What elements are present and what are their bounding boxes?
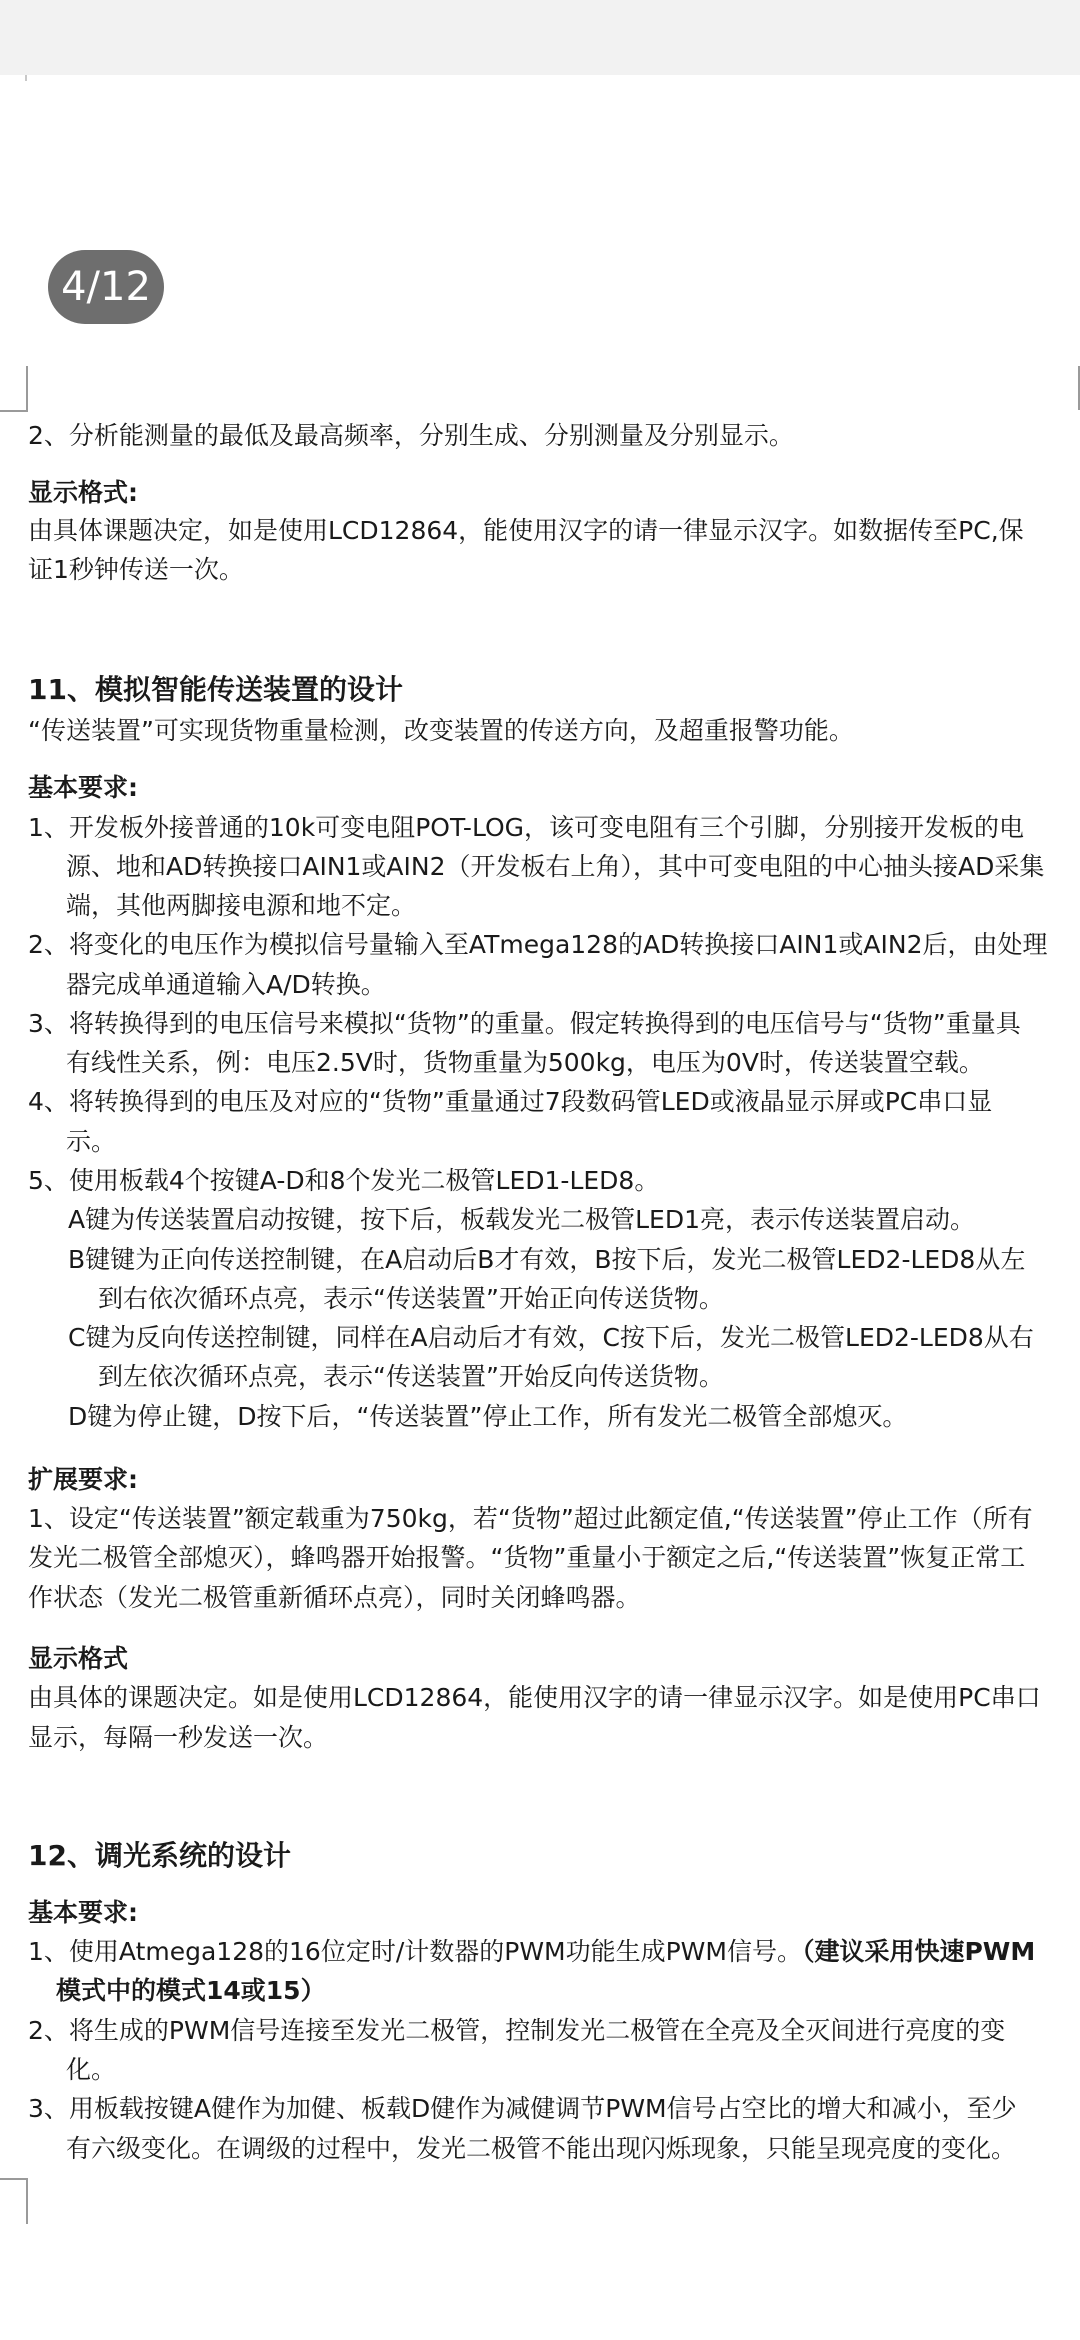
text-line: 源、地和AD转换接口AIN1或AIN2（开发板右上角），其中可变电阻的中心抽头接AD采集: [66, 852, 1045, 881]
text-line: 到右依次循环点亮，表示“传送装置”开始正向传送货物。: [98, 1284, 724, 1313]
text-line: 发光二极管全部熄灭），蜂鸣器开始报警。“货物”重量小于额定之后,“传送装置”恢复正常工: [28, 1543, 1026, 1572]
section-heading: 12、调光系统的设计: [28, 1839, 291, 1872]
text-line: 模式中的模式14或15）: [56, 1976, 326, 2005]
text-line: 1、设定“传送装置”额定载重为750kg，若“货物”超过此额定值,“传送装置”停止工作（所有: [28, 1504, 1033, 1533]
text-line: A键为传送装置启动按键，按下后，板载发光二极管LED1亮，表示传送装置启动。: [68, 1205, 975, 1234]
text-line: 2、将生成的PWM信号连接至发光二极管，控制发光二极管在全亮及全灭间进行亮度的变: [28, 2016, 1006, 2045]
section-label: 基本要求:: [28, 773, 138, 802]
text-line: 由具体课题决定，如是使用LCD12864，能使用汉字的请一律显示汉字。如数据传至PC,保: [28, 516, 1024, 545]
text-line: C键为反向传送控制键，同样在A启动后才有效，C按下后，发光二极管LED2-LED8从右: [68, 1323, 1034, 1352]
text-line: [28, 1935, 1035, 1969]
section-label: 显示格式: [28, 1644, 129, 1673]
section-label: 显示格式:: [28, 478, 138, 507]
page-corner-bottom-left: [0, 2178, 28, 2224]
text-line: 4、将转换得到的电压及对应的“货物”重量通过7段数码管LED或液晶显示屏或PC串口显: [28, 1087, 993, 1116]
section-label: 扩展要求:: [28, 1465, 138, 1494]
text-line: D键为停止键，D按下后，“传送装置”停止工作，所有发光二极管全部熄灭。: [68, 1402, 908, 1431]
text-line: 3、将转换得到的电压信号来模拟“货物”的重量。假定转换得到的电压信号与“货物”重量具: [28, 1009, 1021, 1038]
text-line: 由具体的课题决定。如是使用LCD12864，能使用汉字的请一律显示汉字。如是使用PC串口: [28, 1683, 1041, 1712]
text-run: 1、使用Atmega128的16位定时/计数器的PWM功能生成PWM信号。: [28, 1937, 802, 1966]
text-line: 1、开发板外接普通的10k可变电阻POT-LOG，该可变电阻有三个引脚，分别接开发板的电: [28, 813, 1025, 842]
text-line: B键键为正向传送控制键，在A启动后B才有效，B按下后，发光二极管LED2-LED8从左: [68, 1245, 1026, 1274]
section-heading: 11、模拟智能传送装置的设计: [28, 673, 403, 706]
text-line: 作状态（发光二极管重新循环点亮），同时关闭蜂鸣器。: [28, 1583, 641, 1612]
page-corner-top-left: [0, 366, 28, 412]
top-bar: [0, 0, 1080, 75]
text-line: “传送装置”可实现货物重量检测，改变装置的传送方向，及超重报警功能。: [28, 716, 854, 745]
section-label: 基本要求:: [28, 1898, 138, 1927]
text-line: 到左依次循环点亮，表示“传送装置”开始反向传送货物。: [98, 1362, 724, 1391]
page-edge-mark: [25, 75, 27, 81]
text-run-bold: （建议采用快速PWM: [801, 1937, 1036, 1966]
page-indicator[interactable]: 4/12: [48, 250, 164, 324]
text-line: 有线性关系，例：电压2.5V时，货物重量为500kg，电压为0V时，传送装置空载。: [66, 1048, 984, 1077]
text-line: 端，其他两脚接电源和地不定。: [66, 891, 417, 920]
text-line: 显示，每隔一秒发送一次。: [28, 1723, 329, 1752]
text-line: 5、使用板载4个按键A-D和8个发光二极管LED1-LED8。: [28, 1166, 660, 1195]
text-line: 器完成单通道输入A/D转换。: [66, 970, 386, 999]
text-line: 2、将变化的电压作为模拟信号量输入至ATmega128的AD转换接口AIN1或AIN2后，由处理: [28, 930, 1048, 959]
text-line: 3、用板载按键A健作为加健、板载D健作为减健调节PWM信号占空比的增大和减小，至少: [28, 2094, 1017, 2123]
text-line: 示。: [66, 1127, 117, 1156]
text-line: 有六级变化。在调级的过程中，发光二极管不能出现闪烁现象，只能呈现亮度的变化。: [66, 2134, 1017, 2163]
text-line: 2、分析能测量的最低及最高频率，分别生成、分别测量及分别显示。: [28, 421, 794, 450]
text-line: 证1秒钟传送一次。: [28, 555, 244, 584]
text-line: 化。: [66, 2055, 117, 2084]
